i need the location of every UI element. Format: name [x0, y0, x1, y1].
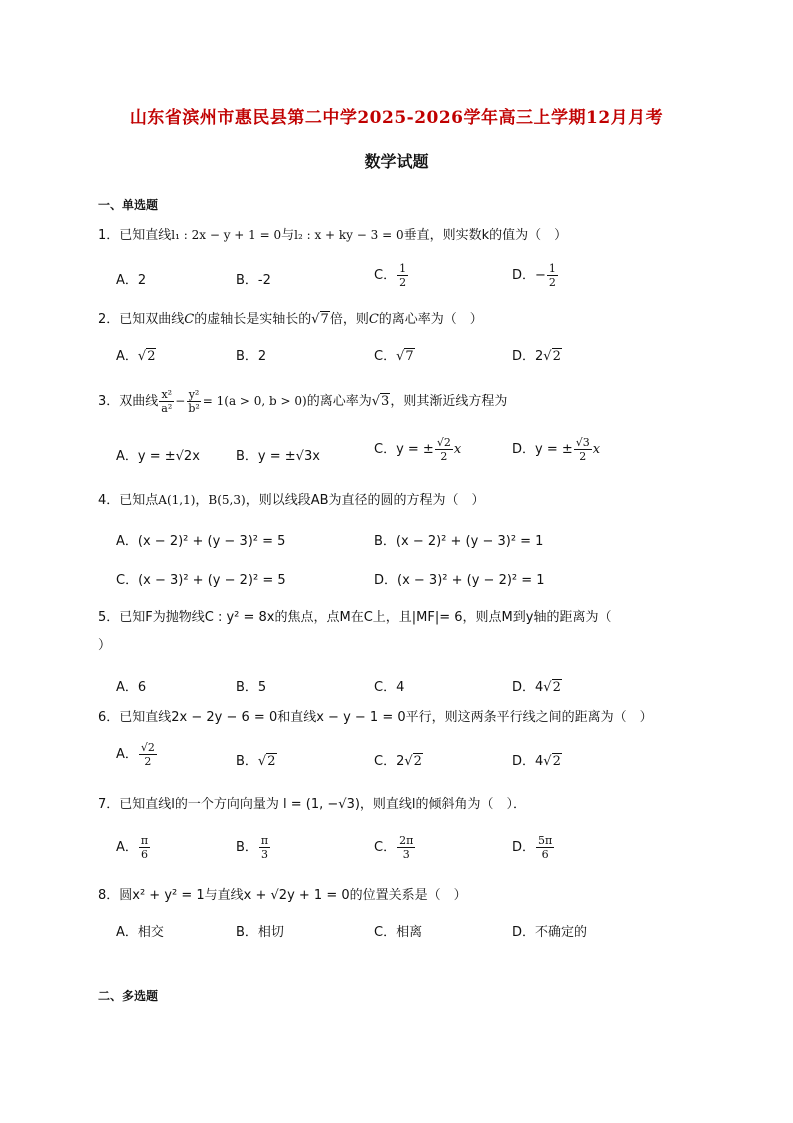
- q3-d-num: √3: [575, 436, 590, 449]
- q1-c-num: 1: [399, 262, 407, 275]
- q8-option-c: C．相离: [374, 925, 423, 940]
- q6-b-sqrt: √2: [257, 754, 276, 769]
- q6-c-rad: 2: [413, 754, 422, 769]
- q7-d-num: 5π: [538, 834, 553, 847]
- q1-option-d: [512, 262, 559, 289]
- q6-b-label: B．: [236, 754, 258, 769]
- q8-option-a: A．相交: [116, 925, 164, 940]
- q1-d-num: 1: [548, 262, 556, 275]
- question-6: 6．已知直线2x − 2y − 6 = 0和直线x − y − 1 = 0平行，则这两条平行线之间的距离为（ ）: [98, 710, 653, 725]
- q4-option-d: D．(x − 3)² + (y − 2)² = 1: [374, 573, 545, 588]
- q6-d-label: D．4: [512, 754, 544, 769]
- q1-option-c: [374, 262, 409, 289]
- q3-rad: 3: [381, 394, 390, 409]
- q5-option-d: [512, 676, 562, 695]
- q4-point-a: A(1,1): [158, 493, 196, 507]
- q7-b-den: 3: [261, 848, 269, 861]
- question-4: [98, 490, 698, 511]
- q7-a-frac: [139, 834, 150, 861]
- q7-option-b: [236, 834, 271, 861]
- q6-option-a: [116, 741, 158, 768]
- q7-d-den: 6: [541, 848, 549, 861]
- q3-d-x: x: [592, 442, 601, 457]
- question-2: [98, 310, 698, 330]
- q1-line2-eq: l₂ : x + ky − 3 = 0: [294, 228, 404, 242]
- q3-option-a: A．y = ±√2x: [116, 449, 200, 464]
- q6-c-label: C．2: [374, 754, 405, 769]
- q3-d-label: D．y = ±: [512, 442, 573, 457]
- q2-c2: C: [368, 312, 379, 327]
- q2-option-a: [116, 345, 156, 364]
- q4-point-b: B(5,3): [208, 493, 246, 507]
- q1-option-c-fraction: [397, 262, 408, 289]
- q6-a-label: A．: [116, 747, 138, 762]
- q6-d-sqrt: √2: [543, 754, 561, 769]
- q2-d-sqrt: √2: [543, 349, 561, 364]
- q3-option-d: [512, 436, 600, 463]
- q7-c-num: 2π: [399, 834, 414, 847]
- q2-option-d: [512, 345, 562, 364]
- q3-num2: y²: [188, 388, 200, 401]
- question-7: 7．已知直线l的一个方向向量为 l = (1, −√3)，则直线l的倾斜角为（ ）．: [98, 797, 527, 812]
- q3-frac1: [159, 388, 174, 415]
- q7-a-num: π: [140, 834, 149, 847]
- q1-option-d-fraction: [547, 262, 558, 289]
- question-5: [98, 608, 698, 656]
- q5-option-b: B．5: [236, 680, 267, 695]
- q4-option-b: B．(x − 2)² + (y − 3)² = 1: [374, 534, 544, 549]
- q5-d-rad: 2: [552, 680, 561, 695]
- section-multi-choice: 二、多选题: [98, 989, 159, 1003]
- q1-mid: 与: [281, 228, 295, 243]
- q2-c-rad: 7: [405, 349, 414, 364]
- q3-d-den: 2: [579, 450, 587, 463]
- q2-d-rad: 2: [552, 349, 561, 364]
- q3-d-frac: [574, 436, 592, 463]
- section-single-choice: 一、单选题: [98, 198, 159, 212]
- q3-num1: x²: [161, 388, 173, 401]
- q2-text4: 的离心率为（ ）: [378, 312, 483, 327]
- q1-prefix: 1．已知直线: [98, 228, 172, 243]
- q7-option-c: [374, 834, 416, 861]
- q3-cond: = 1(a > 0, b > 0): [202, 394, 307, 408]
- q2-text3: 倍，则: [329, 312, 369, 327]
- question-3: [98, 388, 698, 415]
- q1-c-den: 2: [399, 276, 407, 289]
- q5-option-a: A．6: [116, 680, 147, 695]
- q2-text1: 2．已知双曲线: [98, 312, 185, 327]
- q6-option-b: [236, 750, 277, 769]
- q7-d-frac: [536, 834, 554, 861]
- q1-option-d-label: D．−: [512, 268, 546, 283]
- q5-d-sqrt: √2: [543, 680, 561, 695]
- q3-c-label: C．y = ±: [374, 442, 434, 457]
- q2-a-label: A．: [116, 349, 138, 364]
- q6-c-sqrt: √2: [404, 754, 422, 769]
- q3-suffix: ，则其渐近线方程为: [390, 394, 508, 409]
- q4-comma: ，: [195, 493, 209, 508]
- q6-a-num: √2: [140, 741, 155, 754]
- q4-suffix: ，则以线段AB为直径的圆的方程为（ ）: [245, 493, 485, 508]
- q3-option-c: [374, 436, 461, 463]
- exam-subtitle: 数学试题: [364, 152, 429, 171]
- q2-c1: C: [184, 312, 195, 327]
- q6-option-c: [374, 750, 423, 769]
- q3-mid: 的离心率为: [306, 394, 372, 409]
- q2-option-c: [374, 345, 415, 364]
- q7-b-label: B．: [236, 840, 258, 855]
- q3-prefix: 3．双曲线: [98, 394, 159, 409]
- q7-b-frac: [259, 834, 270, 861]
- q6-b-rad: 2: [267, 754, 276, 769]
- q1-option-c-label: C．: [374, 268, 397, 283]
- q7-option-a: [116, 834, 151, 861]
- q3-frac2: [186, 388, 201, 415]
- q8-option-d: D．不确定的: [512, 925, 588, 940]
- question-8: 8．圆x² + y² = 1与直线x + √2y + 1 = 0的位置关系是（ ）: [98, 888, 467, 903]
- q6-a-den: 2: [144, 755, 152, 768]
- q2-sqrt7: √7: [311, 312, 329, 327]
- q3-minus: −: [175, 394, 186, 408]
- q7-c-label: C．: [374, 840, 397, 855]
- q3-den2: b²: [188, 402, 200, 415]
- q1-line1-eq: l₁ : 2x − y + 1 = 0: [171, 228, 282, 242]
- q7-b-num: π: [260, 834, 269, 847]
- exam-title: 山东省滨州市惠民县第二中学2025-2026学年高三上学期12月月考: [129, 108, 664, 128]
- q2-option-b: B．2: [236, 349, 267, 364]
- q5-line2: ）: [98, 638, 112, 653]
- q6-option-d: [512, 750, 562, 769]
- q5-d-label: D．4: [512, 680, 544, 695]
- q8-option-b: B．相切: [236, 925, 284, 940]
- q1-d-den: 2: [548, 276, 556, 289]
- q4-option-c: C．(x − 3)² + (y − 2)² = 5: [116, 573, 286, 588]
- q3-sqrt3: √3: [371, 394, 390, 409]
- q1-suffix: 垂直，则实数k的值为（ ）: [403, 228, 568, 243]
- q7-a-den: 6: [141, 848, 149, 861]
- question-1: [98, 225, 698, 246]
- q7-a-label: A．: [116, 840, 138, 855]
- q6-a-frac: [139, 741, 157, 768]
- q7-option-d: [512, 834, 555, 861]
- q2-d-label: D．2: [512, 349, 544, 364]
- q3-c-num: √2: [436, 436, 451, 449]
- q3-c-frac: [435, 436, 453, 463]
- q2-c-label: C．: [374, 349, 397, 364]
- q3-den1: a²: [161, 402, 173, 415]
- q2-a-sqrt: √2: [137, 349, 156, 364]
- q7-c-den: 3: [402, 848, 410, 861]
- q5-line1: 5．已知F为抛物线C : y² = 8x的焦点，点M在C上，且|MF|= 6，则点M到y轴的距离为（: [98, 610, 612, 625]
- q7-d-label: D．: [512, 840, 536, 855]
- q1-option-a: A．2: [116, 273, 147, 288]
- q4-option-a: A．(x − 2)² + (y − 3)² = 5: [116, 534, 286, 549]
- q1-option-b: B．-2: [236, 273, 271, 288]
- q5-option-c: C．4: [374, 680, 405, 695]
- q2-a-rad: 2: [147, 349, 156, 364]
- q3-c-den: 2: [440, 450, 448, 463]
- q2-sqrt7-rad: 7: [320, 312, 329, 327]
- q3-option-b: B．y = ±√3x: [236, 449, 320, 464]
- q2-c-sqrt: √7: [396, 349, 414, 364]
- q7-c-frac: [397, 834, 415, 861]
- q2-text2: 的虚轴长是实轴长的: [194, 312, 312, 327]
- q3-c-x: x: [453, 442, 462, 457]
- q4-prefix: 4．已知点: [98, 493, 159, 508]
- q6-d-rad: 2: [552, 754, 561, 769]
